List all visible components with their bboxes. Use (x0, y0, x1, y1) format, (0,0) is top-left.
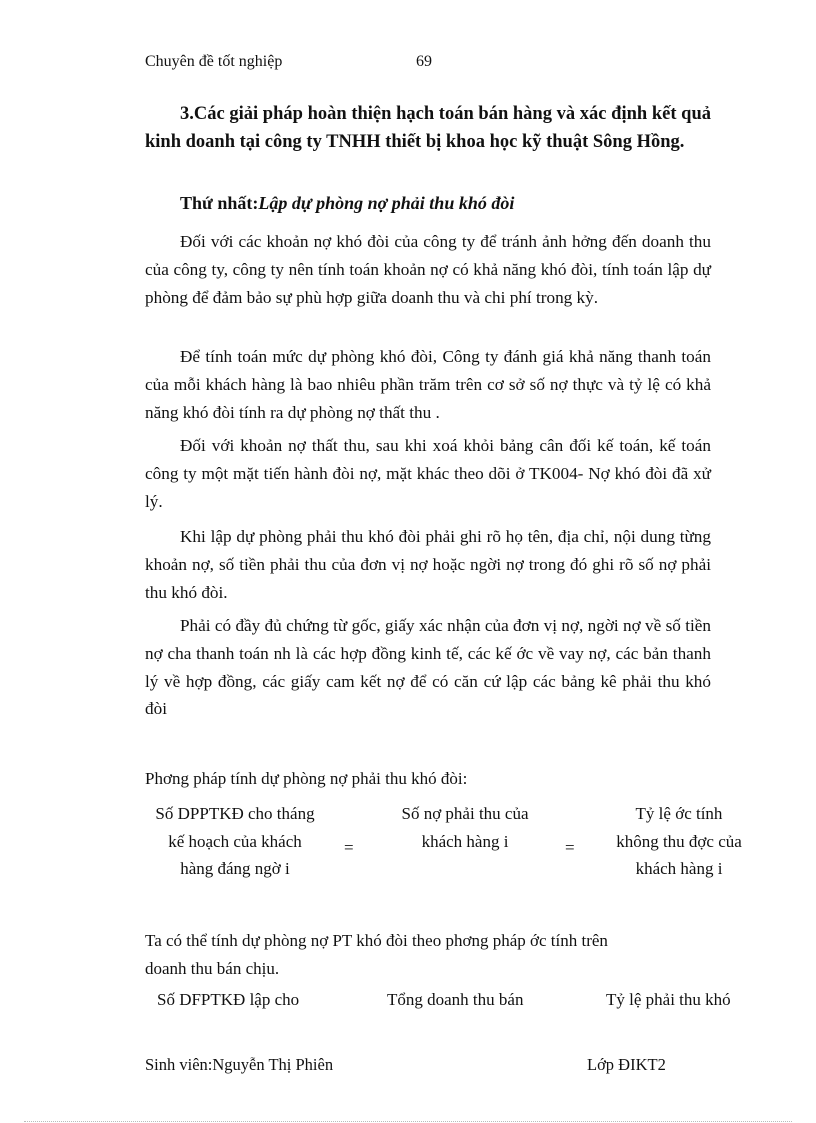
footer-class: Lớp ĐIKT2 (587, 1055, 666, 1074)
subheading-prefix: Thứ nhất: (180, 193, 259, 213)
paragraph-4: Khi lập dự phòng phải thu khó đòi phải ghi rõ họ tên, địa chỉ, nội dung từng khoản nợ, số tiền phải thu của đơn vị nợ hoặc ngời nợ trong đó ghi rõ số nợ phải thu khó đòi. (145, 527, 711, 602)
formula1-left-line: kế hoạch của khách (168, 831, 302, 851)
formula2-middle: Tổng doanh thu bán (387, 990, 524, 1009)
method2-intro (145, 927, 745, 982)
formula1-equals-1: = (344, 838, 354, 857)
formula1-right-line: Tỷ lệ ớc tính (635, 804, 723, 823)
section-heading: 3.Các giải pháp hoàn thiện hạch toán bán hàng và xác định kết quả kinh doanh tại công ty TNHH thiết bị khoa học kỹ thuật Sông Hồng. (145, 104, 711, 152)
subheading (180, 193, 514, 214)
page-bottom-rule (24, 1121, 792, 1122)
paragraph-1: Đối với các khoản nợ khó đòi của công ty để tránh ảnh hởng đến doanh thu của công ty, công ty nên tính toán khoản nợ có khả năng khó đòi, tính toán lập dự phòng để đảm bảo sự phù hợp giữa doanh thu và chi phí trong kỳ. (145, 232, 711, 307)
paragraph-3: Đối với khoản nợ thất thu, sau khi xoá khỏi bảng cân đối kế toán, kế toán công ty một mặt tiến hành đòi nợ, mặt khác theo dõi ở TK004- Nợ khó đòi đã xử lý. (145, 436, 711, 511)
method2-intro-line: Ta có thể tính dự phòng nợ PT khó đòi theo phơng pháp ớc tính trên (145, 931, 608, 950)
formula1-right (596, 800, 762, 883)
method2-intro-line: doanh thu bán chịu. (145, 958, 280, 978)
formula1-left (140, 800, 330, 883)
paragraph-2: Để tính toán mức dự phòng khó đòi, Công ty đánh giá khả năng thanh toán của mỗi khách hàng là bao nhiêu phần trăm trên cơ sở số nợ thực và tỷ lệ có khả năng khó đòi tính ra dự phòng nợ thất thu . (145, 347, 711, 422)
paragraph-5: Phải có đầy đủ chứng từ gốc, giấy xác nhận của đơn vị nợ, ngời nợ về số tiền nợ cha thanh toán nh là các hợp đồng kinh tế, các kế ớc về vay nợ, các bản thanh lý về hợp đồng, các giấy cam kết nợ để có căn cứ lập các bảng kê phải thu khó đòi (145, 616, 711, 719)
formula1-left-line: hàng đáng ngờ i (180, 859, 290, 878)
formula1-middle (380, 800, 550, 855)
formula1-right-line: không thu đợc của (616, 831, 742, 851)
formula1-middle-line: Số nợ phải thu của (401, 804, 529, 823)
method-intro: Phơng pháp tính dự phòng nợ phải thu khó đòi: (145, 769, 468, 788)
subheading-title: Lập dự phòng nợ phải thu khó đòi (258, 193, 515, 213)
formula1-middle-line: khách hàng i (421, 831, 509, 851)
formula1-equals-2: = (565, 838, 575, 857)
formula1-right-line: khách hàng i (635, 859, 723, 878)
formula2-right: Tỷ lệ phải thu khó (606, 990, 731, 1009)
page-number: 69 (416, 53, 432, 70)
formula2-left: Số DFPTKĐ lập cho (157, 990, 300, 1009)
header-title: Chuyên đề tốt nghiệp (145, 53, 283, 70)
formula1-left-line: Số DPPTKĐ cho tháng (155, 804, 315, 823)
footer-student: Sinh viên:Nguyễn Thị Phiên (145, 1055, 334, 1074)
